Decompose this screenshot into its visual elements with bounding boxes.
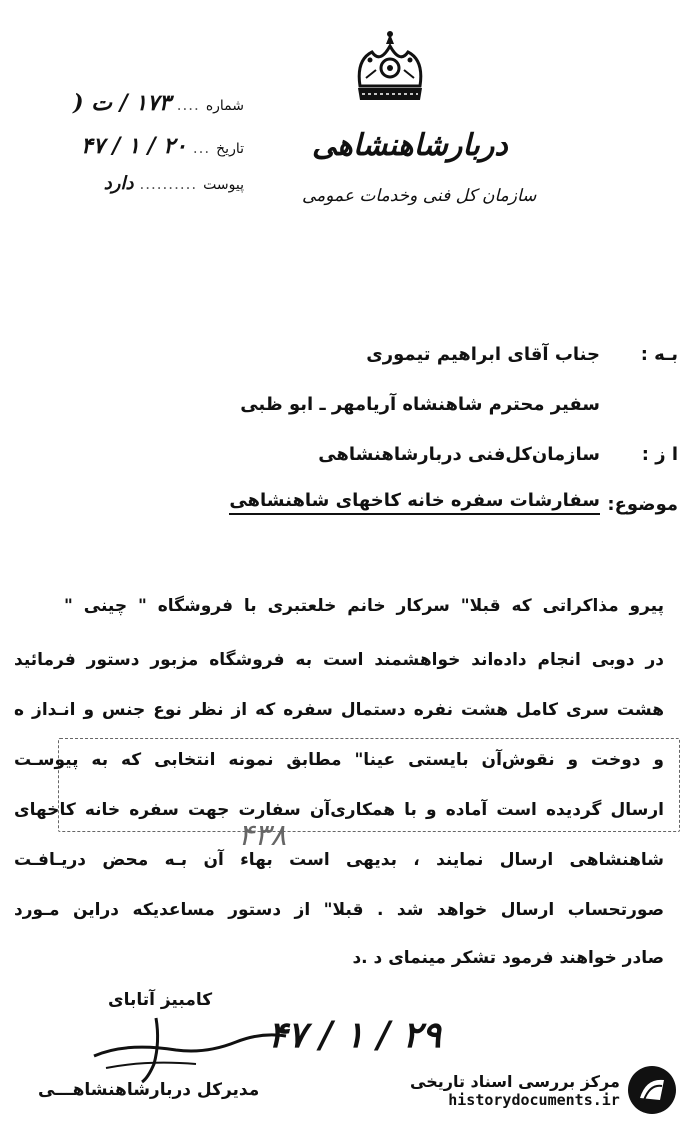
subject-text: سفارشات سفره خانه کاخهای شاهنشاهی	[229, 490, 600, 515]
letter-attachment-row	[104, 173, 244, 194]
number-dots: ....	[176, 96, 200, 114]
archive-watermark	[410, 1062, 692, 1118]
watermark-text-en: historydocuments.ir	[448, 1090, 620, 1109]
recipient-title: سفیر محترم شاهنشاه آریامهر ـ ابو ظبی	[240, 394, 600, 415]
date-dots: ...	[192, 139, 211, 157]
date-label: تاریخ	[216, 141, 244, 157]
body-line: صادر خواهند فرمود تشکر مینمای د .د	[352, 948, 664, 968]
court-subdivision-heading: سازمان کل فنی وخدمات عمومی	[302, 186, 537, 206]
watermark-text-fa: مرکز بررسی اسناد تاریخی	[410, 1071, 620, 1091]
watermark-text	[410, 1072, 620, 1109]
attachment-label: پیوست	[203, 177, 244, 193]
attachment-value: دارد	[103, 173, 134, 194]
body-line: صورتحساب ارسال خواهد شد . قبلا" از دستور مساعدیکه دراین مـورد	[14, 900, 664, 920]
to-label: بـه :	[640, 344, 678, 365]
number-value: ۱۷۳ / ت (	[73, 90, 171, 116]
signer-title: مدیرکل دربارشاهنشاهـــی	[38, 1080, 260, 1100]
date-value: ۲۰ / ۱ / ۴۷	[81, 133, 187, 159]
body-line: و دوخت و نقوش‌آن بایستی عینا" مطابق نمونه انتخابی که به پیوسـت	[14, 750, 664, 770]
handwritten-date: ۲۹ / ۱ / ۴۷	[268, 1014, 442, 1056]
body-line: پیرو مذاکراتی که قبلا" سرکار خانم خلعتبری با فروشگاه " چینی "	[64, 596, 664, 616]
body-line: ارسال گردیده است آماده و با همکاری‌آن سفارت جهت سفره خانه کاخهای	[14, 800, 664, 820]
sender-organization: سازمان‌کل‌فنی دربارشاهنشاهی	[318, 444, 600, 465]
attachment-dots: ..........	[139, 175, 198, 193]
body-line: در دوبی انجام داده‌اند خواهشمند است به فروشگاه مزبور دستور فرمائید	[14, 650, 664, 670]
letter-date-row	[81, 133, 244, 159]
body-line: شاهنشاهی ارسال نمایند ، بدیهی است بهاء آن بـه محض دریـافـت	[14, 850, 664, 870]
recipient-name: جناب آقای ابراهیم تیموری	[366, 344, 600, 365]
stamp-number: ۴۳۸	[238, 818, 287, 853]
royal-crown-emblem	[346, 30, 434, 108]
signer-name: کامبیز آتابای	[108, 990, 213, 1010]
body-line: هشت سری کامل هشت نفره دستمال سفره که از نظر نوع جنس و انـداز ه	[14, 700, 664, 720]
from-label: ا ز :	[641, 444, 678, 465]
subject-label: موضوع:	[607, 494, 678, 515]
archive-logo-icon	[626, 1064, 678, 1116]
letter-number-row	[73, 90, 244, 116]
court-name-heading: دربارشاهنشاهی	[312, 128, 508, 163]
number-label: شماره	[205, 98, 244, 114]
